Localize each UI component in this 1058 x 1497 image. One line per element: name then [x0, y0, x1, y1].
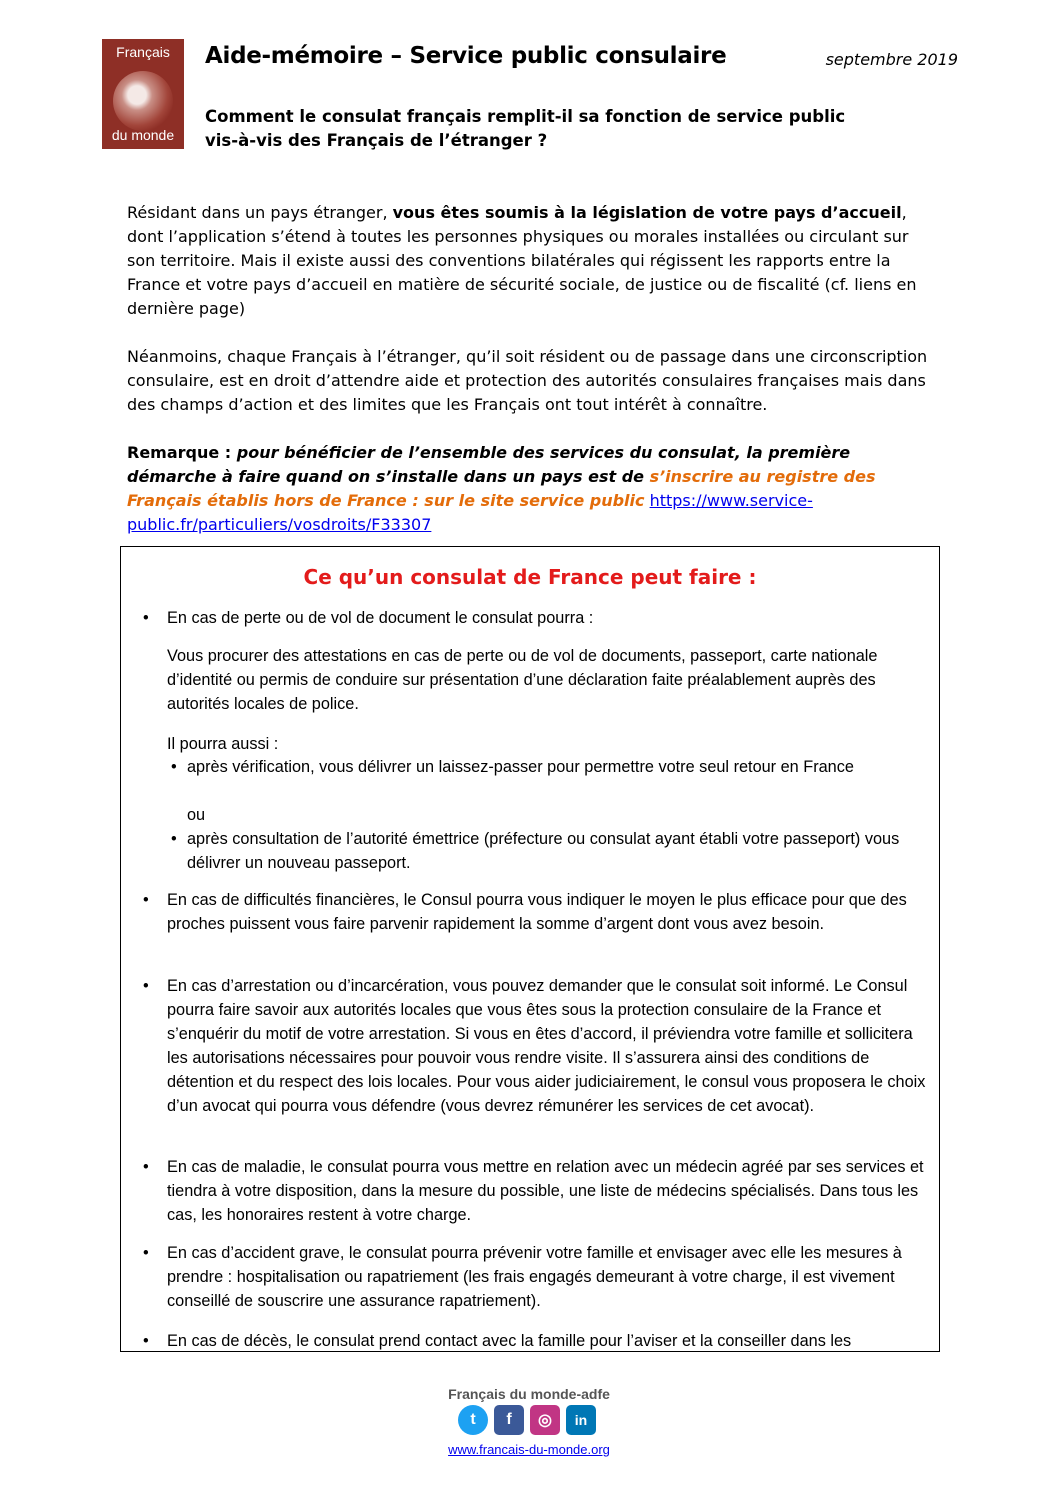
list-item-illness: • En cas de maladie, le consulat pourra vous mettre en relation avec un médecin agréé par ses services et tiendra à votre disposition, dans la mesure du possible, une liste de médecins spécialisés. Dans tous les cas, les honoraires restent à votre charge.	[143, 1158, 924, 1224]
lost-documents-also: Il pourra aussi :	[167, 735, 279, 753]
list-item-death: • En cas de décès, le consulat prend contact avec la famille pour l’aviser et la conseiller dans les	[143, 1332, 852, 1350]
list-item-accident: • En cas d’accident grave, le consulat pourra prévenir votre famille et envisager avec elle les mesures à prendre : hospitalisation ou rapatriement (les frais engagés demeurant à votre charge, il est vivement conseillé de souscrire une assurance rapatriement).	[143, 1244, 902, 1310]
intro-paragraph-1: Résidant dans un pays étranger, vous êtes soumis à la législation de votre pays d’accueil, dont l’application s’étend à toutes les personnes physiques ou morales installées ou circulant sur son territoire. Mais il existe aussi des conventions bilatérales qui régissent les rapports entre la France et votre pays d’accueil en matière de sécurité sociale, de justice ou de fiscalité (cf. liens en dernière page)	[127, 203, 917, 318]
list-item-lost-documents: • En cas de perte ou de vol de document le consulat pourra :	[167, 606, 932, 630]
sub-item-laissez-passer: • après vérification, vous délivrer un laissez-passer pour permettre votre seul retour en France	[171, 758, 854, 776]
lost-documents-detail: Vous procurer des attestations en cas de perte ou de vol de documents, passeport, carte nationale d’identité ou permis de conduire sur présentation d’une déclaration faite préalablement auprès des autorités locales de police.	[167, 647, 878, 713]
globe-icon	[113, 71, 173, 131]
website-link[interactable]: www.francais-du-monde.org	[448, 1442, 610, 1457]
sub-item-new-passport: • après consultation de l’autorité émettrice (préfecture ou consulat ayant établi votre passeport) vous délivrer un nouveau passeport.	[171, 830, 900, 872]
page-subtitle	[205, 105, 845, 153]
remark-label: Remarque :	[127, 443, 237, 462]
document-date: septembre 2019	[825, 50, 958, 69]
box-title: Ce qu’un consulat de France peut faire :	[303, 565, 757, 589]
logo-text-top: Français	[116, 44, 170, 60]
subtitle-line-2: vis-à-vis des Français de l’étranger ?	[205, 131, 548, 150]
sub-item-or: ou	[187, 806, 206, 824]
registry-emphasis: s’inscrire au registre des Français établis hors de France : sur le site service public	[127, 467, 876, 510]
remark-paragraph: Remarque : pour bénéficier de l’ensemble des services du consulat, la première démarche à faire quand on s’installe dans un pays est de s’inscrire au registre des Français établis hors de France : sur le site service public https://www.service-public.fr/particuliers/vosdroits/F33307	[127, 443, 876, 534]
list-item-arrest: • En cas d’arrestation ou d’incarcération, vous pouvez demander que le consulat soit informé. Le Consul pourra faire savoir aux autorités locales que vous êtes sous la protection consulaire de la France et s’enquérir du motif de votre arrestation. Si vous en êtes d’accord, il préviendra votre famille et sollicitera les autorisations nécessaires pour pouvoir vous rendre visite. Il s’assurera ainsi des conditions de détention et du respect des lois locales. Pour vous aider judiciairement, le consul vous proposera le choix d’un avocat qui pourra vous défendre (vous devrez rémunérer les services de cet avocat).	[143, 977, 926, 1115]
footer-website	[0, 1442, 1058, 1457]
social-icons	[458, 1405, 596, 1435]
footer-organization-name: Français du monde-adfe	[448, 1386, 610, 1402]
instagram-icon[interactable]: ◎	[530, 1405, 560, 1435]
francais-du-monde-logo	[102, 39, 184, 149]
page-title: Aide-mémoire – Service public consulaire	[205, 43, 727, 69]
logo-text-bottom: du monde	[111, 127, 175, 143]
bullet: •	[143, 609, 149, 627]
consulate-services-box	[120, 546, 940, 1352]
linkedin-icon[interactable]: in	[566, 1405, 596, 1435]
legislation-emphasis: vous êtes soumis à la législation de votre pays d’accueil	[392, 203, 902, 222]
service-public-link[interactable]: https://www.service-public.fr/particuliers/vosdroits/F33307	[127, 491, 813, 534]
twitter-icon[interactable]: t	[458, 1405, 488, 1435]
list-item-financial: • En cas de difficultés financières, le Consul pourra vous indiquer le moyen le plus efficace pour que des proches puissent vous faire parvenir rapidement la somme d’argent dont vous avez besoin.	[143, 891, 907, 933]
subtitle-line-1: Comment le consulat français remplit-il sa fonction de service public	[205, 107, 846, 126]
facebook-icon[interactable]: f	[494, 1405, 524, 1435]
intro-paragraph-2: Néanmoins, chaque Français à l’étranger, qu’il soit résident ou de passage dans une circonscription consulaire, est en droit d’attendre aide et protection des autorités consulaires françaises mais dans des champs d’action et des limites que les Français ont tout intérêt à connaître.	[127, 347, 928, 414]
